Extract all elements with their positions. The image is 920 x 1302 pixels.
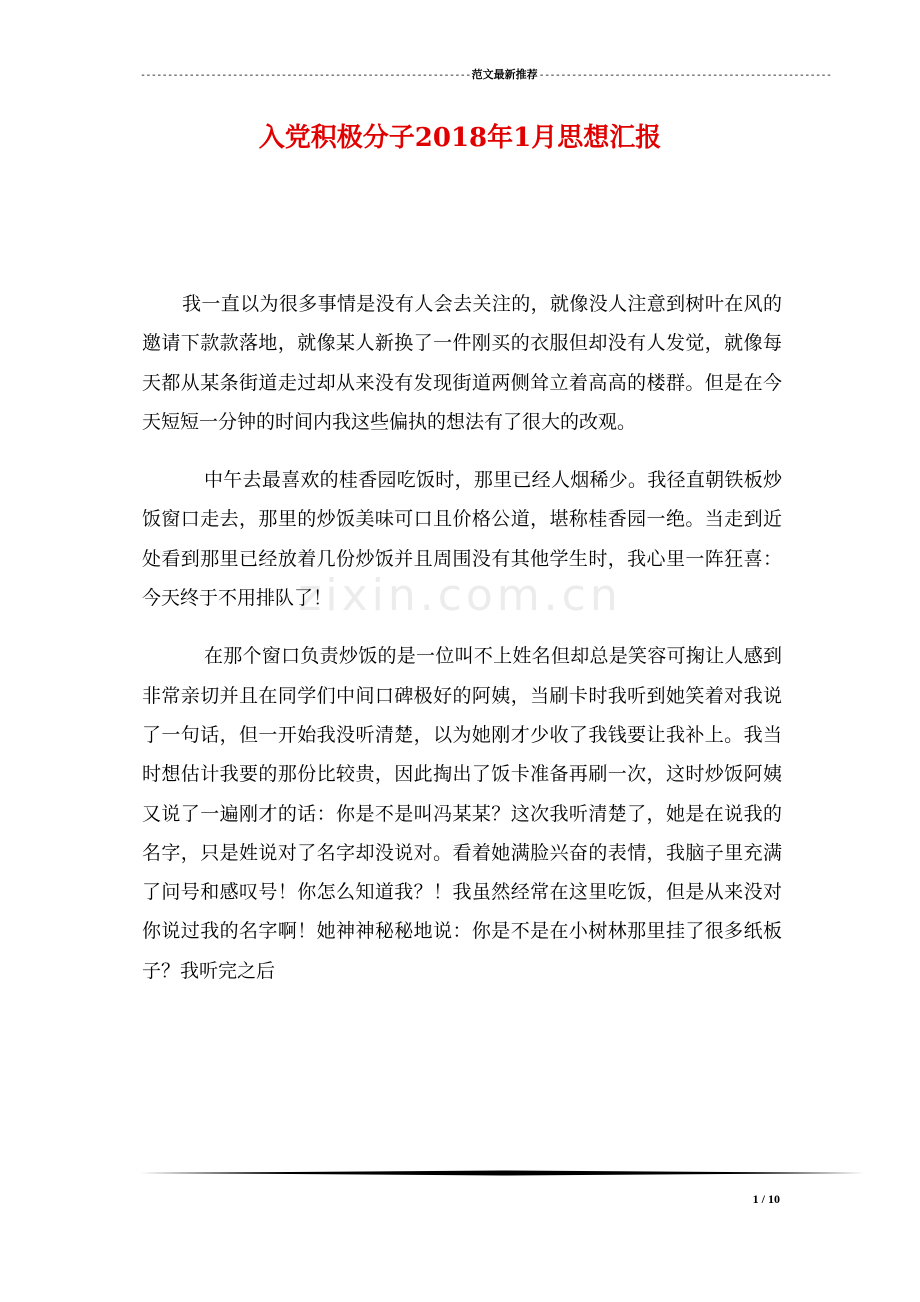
watermark: zixin.com.cn xyxy=(298,570,622,621)
paragraph: 在那个窗口负责炒饭的是一位叫不上姓名但却总是笑容可掬让人感到非常亲切并且在同学们中间口碑极好的阿姨，当刷卡时我听到她笑着对我说了一句话，但一开始我没听清楚，以为她刚才少收了我钱要让我补上。我当时想估计我要的那份比较贵，因此掏出了饭卡准备再刷一次，这时炒饭阿姨又说了一遍刚才的话：你是不是叫冯某某？这次我听清楚了，她是在说我的名字，只是姓说对了名字却没说对。看着她满脸兴奋的表情，我脑子里充满了问号和感叹号！你怎么知道我？！我虽然经常在这里吃饭，但是从来没对你说过我的名字啊！她神神秘秘地说：你是不是在小树林那里挂了很多纸板子？我听完之后 xyxy=(142,645,782,982)
header-dashes-right: ------------------------------------------------------ xyxy=(538,70,832,81)
header-label: 范文最新推荐 xyxy=(471,68,538,81)
page-header xyxy=(140,66,832,85)
document-body xyxy=(142,285,782,1010)
footer-rule xyxy=(140,1166,864,1180)
page-number: 1 / 10 xyxy=(752,1192,780,1206)
paragraph: 我一直以为很多事情是没有人会去关注的，就像没人注意到树叶在风的邀请下款款落地，就像某人新换了一件刚买的衣服但却没有人发觉，就像每天都从某条街道走过却从来没有发现街道两侧耸立着高高的楼群。但是在今天短短一分钟的时间内我这些偏执的想法有了很大的改观。 xyxy=(142,293,782,433)
header-dashes-left: ------------------------------------------------------------- xyxy=(140,70,471,81)
paragraph: 中午去最喜欢的桂香园吃饭时，那里已经人烟稀少。我径直朝铁板炒饭窗口走去，那里的炒饭美味可口且价格公道，堪称桂香园一绝。当走到近处看到那里已经放着几份炒饭并且周围没有其他学生时，我心里一阵狂喜：今天终于不用排队了！ xyxy=(142,469,782,610)
document-title: 入党积极分子2018年1月思想汇报 xyxy=(258,123,662,153)
